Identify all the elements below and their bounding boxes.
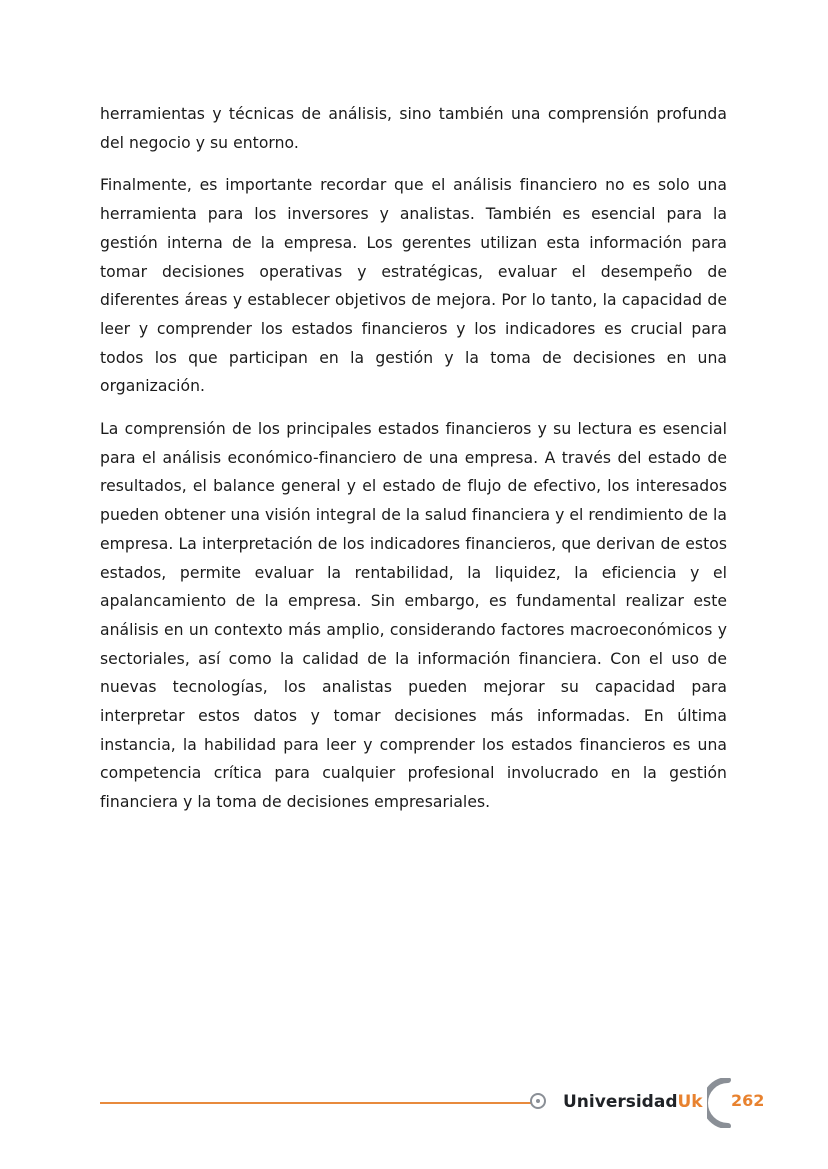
paragraph-3: La comprensión de los principales estados financieros y su lectura es esencial para el análisis económico-financiero de una empresa. A través del estado de resultados, el balance general y el estado de flujo de efectivo, los interesados pueden obtener una visión integral de la salud financiera y el rendimiento de la empresa. La interpretación de los indicadores financieros, que derivan de estos estados, permite evaluar la rentabilidad, la liquidez, la eficiencia y el apalancamiento de la empresa. Sin embargo, es fundamental realizar este análisis en un contexto más amplio, considerando factores macroeconómicos y sectoriales, así como la calidad de la información financiera. Con el uso de nuevas tecnologías, los analistas pueden mejorar su capacidad para interpretar estos datos y tomar decisiones más informadas. En última instancia, la habilidad para leer y comprender los estados financieros es una competencia crítica para cualquier profesional involucrado en la gestión financiera y la toma de decisiones empresariales. xyxy=(100,420,727,812)
footer-circle-icon xyxy=(530,1093,546,1109)
paragraph-2: Finalmente, es importante recordar que el análisis financiero no es solo una herramienta para los inversores y analistas. También es esencial para la gestión interna de la empresa. Los gerentes utilizan esta información para tomar decisiones operativas y estratégicas, evaluar el desempeño de diferentes áreas y establecer objetivos de mejora. Por lo tanto, la capacidad de leer y comprender los estados financieros y los indicadores es crucial para todos los que participan en la gestión y la toma de decisiones en una organización. xyxy=(100,176,727,396)
footer-rule xyxy=(100,1102,532,1104)
brand-name: Universidad xyxy=(563,1092,678,1112)
page-arc-icon xyxy=(707,1078,731,1128)
page-number: 262 xyxy=(731,1091,765,1110)
page-footer xyxy=(100,1076,780,1128)
brand-logo xyxy=(563,1091,703,1113)
brand-accent: Uk xyxy=(677,1092,703,1112)
page-body xyxy=(100,100,727,831)
paragraph-1: herramientas y técnicas de análisis, sino también una comprensión profunda del negocio y su entorno. xyxy=(100,105,727,152)
